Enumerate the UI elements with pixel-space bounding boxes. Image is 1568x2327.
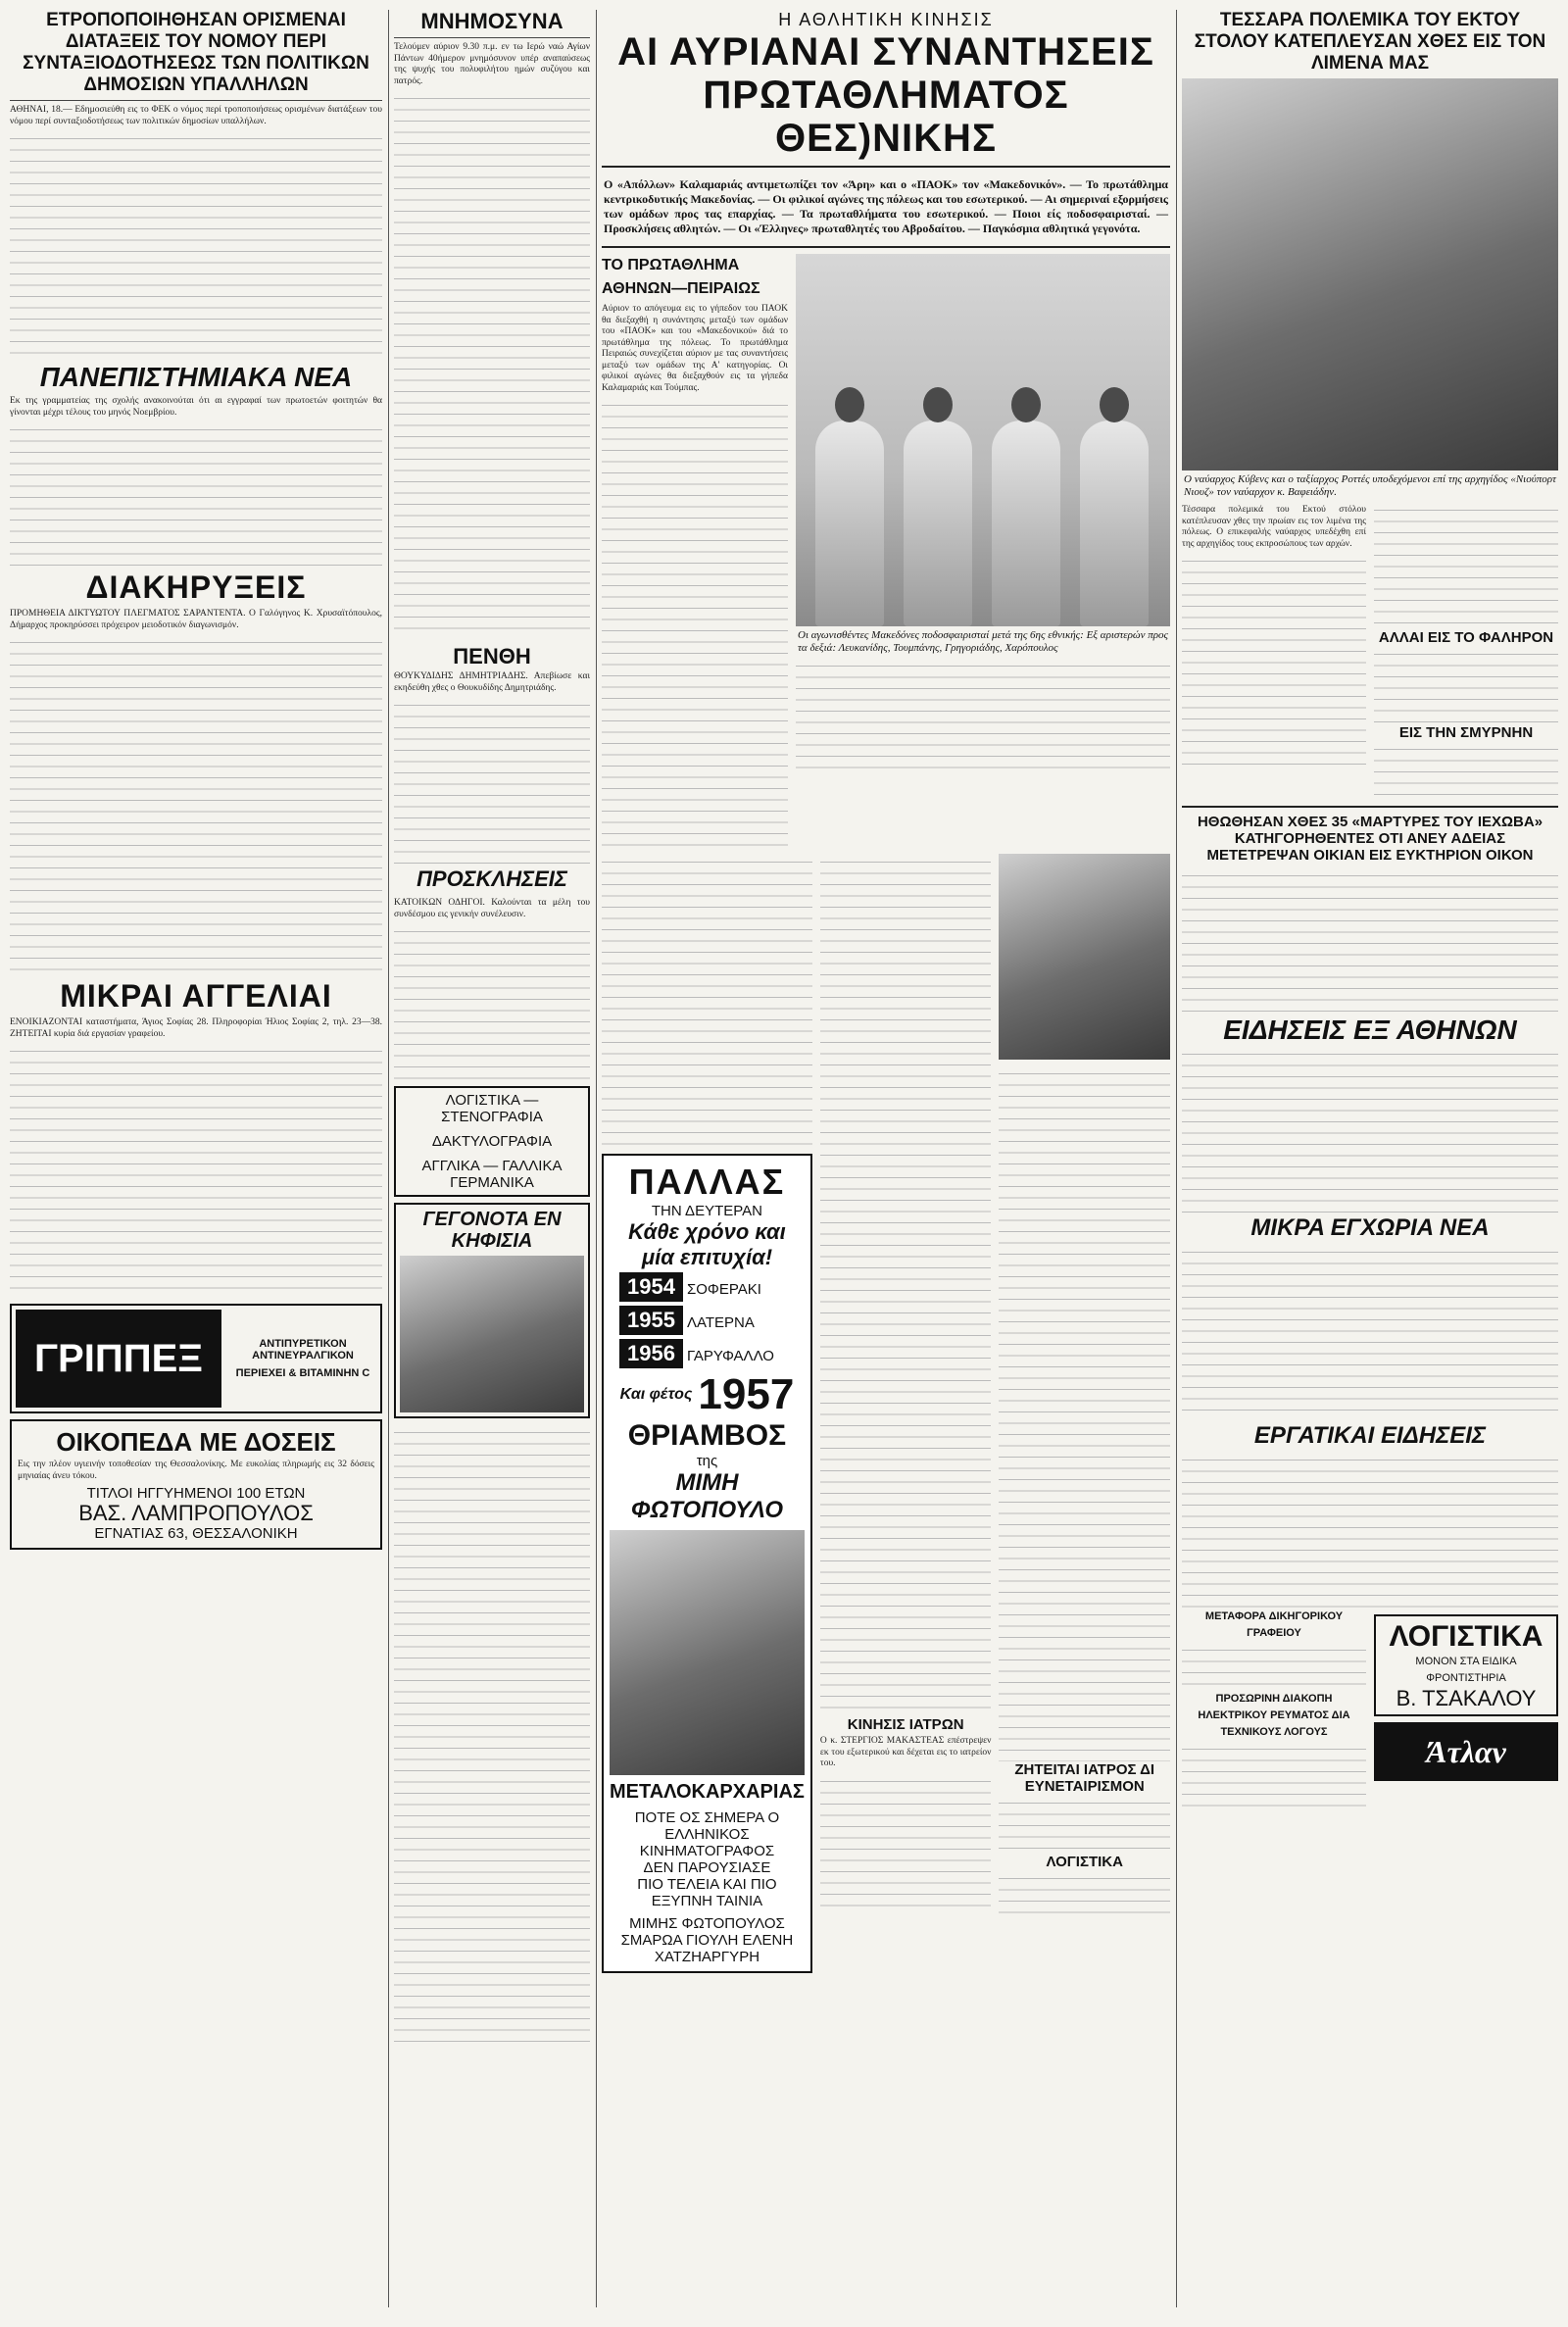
sports-upper bbox=[602, 254, 1170, 848]
ad-pallas-triumph: ΘΡΙΑΜΒΟΣ bbox=[627, 1419, 787, 1452]
fleet-text-col bbox=[1374, 502, 1558, 800]
kifisia-headline: ΓΕΓΟΝΟΤΑ ΕΝ ΚΗΦΙΣΙΑ bbox=[422, 1209, 562, 1252]
fleet-body-text bbox=[1182, 553, 1366, 768]
memorial-text: Τελούμεν αύριον 9.30 π.μ. εν τω Ιερώ ναώ Αγίων Πάντων 40ήμερον μνημόσυνον υπέρ αναπαύσεως της ψυχής του πολυφιλήτου ημών συζύγου και πατρός. bbox=[394, 42, 590, 86]
sports-lower-text bbox=[602, 854, 812, 1148]
section-seeking-doctor: ΖΗΤΕΙΤΑΙ ΙΑΤΡΟΣ ΔΙ ΕΥΝΕΤΑΙΡΙΣΜΟΝ bbox=[1014, 1761, 1155, 1795]
law-office-text bbox=[1182, 1642, 1366, 1691]
right-bottom bbox=[1182, 1609, 1558, 1809]
falirou-text bbox=[1374, 646, 1558, 724]
local-news-text bbox=[1182, 1244, 1558, 1420]
ad-lessons-accounting: ΛΟΓΙΣΤΙΚΑ — ΣΤΕΝΟΓΡΑΦΙΑ bbox=[441, 1092, 543, 1125]
player-figure bbox=[904, 421, 972, 626]
jehovah-text bbox=[1182, 867, 1558, 1015]
seeking-doctor-text bbox=[999, 1795, 1170, 1854]
section-smyrni: ΕΙΣ ΤΗΝ ΣΜΥΡΝΗΝ bbox=[1398, 724, 1534, 741]
section-falirou: ΑΛΛΑΙ ΕΙΣ ΤΟ ΦΑΛΗΡΟΝ bbox=[1378, 629, 1554, 646]
invitations-body-text bbox=[394, 923, 590, 1080]
ad-pallas-year: 1954 bbox=[619, 1272, 683, 1302]
ad-lessons bbox=[394, 1086, 590, 1197]
smyrni-text bbox=[1374, 741, 1558, 800]
footballers-photo bbox=[796, 254, 1170, 626]
ad-pallas-cast: ΜΙΜΗΣ ΦΩΤΟΠΟΥΛΟΣ ΣΜΑΡΩΑ ΓΙΟΥΛΗ ΕΛΕΝΗ ΧΑΤΖΗΑΡΓΥΡΗ bbox=[620, 1915, 794, 1965]
sports-text: Αύριον το απόγευμα εις το γήπεδον του ΠΑΟΚ θα διεξαχθή η συνάντησις μεταξύ των ομάδων του «ΠΑΟΚ» και του «Μακεδονικού» διά το πρωτάθλημα της πόλεως. Το πρωτάθλημα Πειραιώς συνεχίζεται αύριον με τας συναντήσεις μεταξύ των ομάδων της Α' κατηγορίας. Οι φιλικοί αγώνες θα διεξαχθούν εις τα γήπεδα Καλαμαριάς και Τούμπας. bbox=[602, 304, 788, 393]
fleet-body-text bbox=[1374, 502, 1558, 629]
section-law-office: ΜΕΤΑΦΟΡΑ ΔΙΚΗΓΟΡΙΚΟΥ ΓΡΑΦΕΙΟΥ bbox=[1204, 1610, 1344, 1639]
sports-left-col bbox=[602, 254, 788, 848]
sports-lower-text bbox=[820, 854, 992, 1716]
player-figure bbox=[1080, 421, 1149, 626]
ad-pallas-year-row bbox=[619, 1304, 805, 1337]
university-body-text bbox=[10, 421, 382, 569]
deaths-body-text bbox=[394, 697, 590, 864]
section-athens-news: ΕΙΔΗΣΕΙΣ ΕΞ ΑΘΗΝΩΝ bbox=[1223, 1015, 1517, 1045]
ad-pallas-film-title: ΜΕΤΑΛΟΚΑΡΧΑΡΙΑΣ bbox=[610, 1781, 805, 1803]
sports-lower-middle bbox=[820, 854, 992, 1979]
ad-plots-address: ΕΓΝΑΤΙΑΣ 63, ΘΕΣΣΑΛΟΝΙΚΗ bbox=[94, 1525, 298, 1542]
admirals-photo bbox=[1182, 78, 1558, 470]
divider bbox=[10, 100, 382, 101]
ad-pallas-day: ΤΗΝ ΔΕΥΤΕΡΑΝ bbox=[651, 1203, 762, 1219]
section-memorials: ΜΝΗΜΟΣΥΝΑ bbox=[420, 10, 564, 33]
ad-logistika bbox=[1374, 1614, 1558, 1716]
ad-plots-titles: ΤΙΤΛΟΙ ΗΓΓΥΗΜΕΝΟΙ 100 ΕΤΩΝ bbox=[86, 1485, 306, 1502]
kifisia-body-text bbox=[394, 1424, 590, 2052]
classifieds-body-text bbox=[10, 1043, 382, 1298]
ad-plots-title: ΟΙΚΟΠΕΔΑ ΜΕ ΔΟΣΕΙΣ bbox=[56, 1427, 336, 1457]
section-accounting: ΛΟΓΙΣΤΙΚΑ bbox=[1046, 1854, 1123, 1870]
kifisia-photo bbox=[400, 1256, 584, 1412]
ad-pallas-current-year: 1957 bbox=[698, 1370, 795, 1418]
ad-pallas bbox=[602, 1154, 812, 1973]
ad-pallas-photo bbox=[610, 1530, 805, 1775]
divider bbox=[394, 37, 590, 38]
ad-logistika-name: Β. ΤΣΑΚΑΛΟΥ bbox=[1396, 1686, 1537, 1710]
ad-pallas-of: της bbox=[696, 1453, 718, 1469]
section-invitations: ΠΡΟΣΚΛΗΣΕΙΣ bbox=[416, 866, 567, 891]
article-body-text bbox=[10, 130, 382, 356]
divider bbox=[602, 246, 1170, 248]
declarations-body-text bbox=[10, 634, 382, 977]
column-rule bbox=[388, 10, 389, 2307]
headline-jehovah: ΗΘΩΘΗΣΑΝ ΧΘΕΣ 35 «ΜΑΡΤΥΡΕΣ ΤΟΥ ΙΕΧΩΒΑ» ΚΑΤΗΓΟΡΗΘΕΝΤΕΣ ΟΤΙ ΑΝΕΥ ΑΔΕΙΑΣ ΜΕΤΕΤΡΕΨΑΝ ΟΙΚΙΑΝ ΕΙΣ ΕΥΚΤΗΡΙΟΝ ΟΙΚΟΝ bbox=[1197, 814, 1544, 864]
ad-atlas: Άτλαν bbox=[1374, 1722, 1558, 1781]
fleet-text-col bbox=[1182, 502, 1366, 800]
runner-photo bbox=[999, 854, 1170, 1060]
footballers-photo-caption: Οι αγωνισθέντες Μακεδόνες ποδοσφαιρισταί μετά της 6ης εθνικής: Εξ αριστερών προς τα δεξιά: Λευκανίδης, Τουμπάνης, Γρηγοριάδης, Χαρόπουλος bbox=[798, 629, 1168, 654]
sports-photo-block bbox=[796, 254, 1170, 848]
ad-pallas-current-prefix: Και φέτος bbox=[619, 1386, 693, 1403]
ad-logistika-title: ΛΟΓΙΣΤΙΚΑ bbox=[1389, 1620, 1544, 1653]
ad-lessons-languages: ΑΓΓΛΙΚΑ — ΓΑΛΛΙΚΑ ΓΕΡΜΑΝΙΚΑ bbox=[421, 1158, 563, 1191]
ad-pallas-year: 1956 bbox=[619, 1339, 683, 1368]
sports-lower bbox=[602, 854, 1170, 1979]
fleet-text bbox=[1182, 502, 1558, 800]
section-classifieds: ΜΙΚΡΑΙ ΑΓΓΕΛΙΑΙ bbox=[60, 978, 332, 1014]
ad-grippex-note: ΠΕΡΙΕΧΕΙ & ΒΙΤΑΜΙΝΗΝ C bbox=[235, 1367, 370, 1379]
divider bbox=[602, 166, 1170, 168]
ad-pallas-year-row bbox=[619, 1270, 805, 1304]
ad-pallas-year-row bbox=[619, 1337, 805, 1370]
ad-pallas-title: ΠΑΛΛΑΣ bbox=[628, 1162, 786, 1202]
section-doctors: ΚΙΝΗΣΙΣ ΙΑΤΡΩΝ bbox=[847, 1716, 964, 1733]
divider bbox=[1182, 806, 1558, 808]
ad-plots-text: Εις την πλέον υγιεινήν τοποθεσίαν της Θεσσαλονίκης. Με ευκολίας πληρωμής εις 32 δόσεις μηνιαίας άνευ τόκου. bbox=[18, 1460, 374, 1481]
sports-lower-left bbox=[602, 854, 812, 1979]
ad-grippex bbox=[10, 1304, 382, 1413]
sports-body-text bbox=[602, 397, 788, 848]
ad-plots bbox=[10, 1419, 382, 1550]
memorial-body-text bbox=[394, 90, 590, 639]
ad-pallas-current bbox=[610, 1370, 805, 1419]
column-rule bbox=[1176, 10, 1177, 2307]
player-figure bbox=[992, 421, 1060, 626]
section-power-outage: ΠΡΟΣΩΡΙΝΗ ΔΙΑΚΟΠΗ ΗΛΕΚΤΡΙΚΟΥ ΡΕΥΜΑΤΟΣ ΔΙΑ ΤΕΧΝΙΚΟΥΣ ΛΟΓΟΥΣ bbox=[1198, 1693, 1350, 1738]
ad-lessons-typing: ΔΑΚΤΥΛΟΓΡΑΦΙΑ bbox=[431, 1133, 553, 1150]
section-university-news: ΠΑΝΕΠΙΣΤΗΜΙΑΚΑ ΝΕΑ bbox=[39, 362, 353, 392]
ad-pallas-year: 1955 bbox=[619, 1306, 683, 1335]
headline-sixth-fleet: ΤΕΣΣΑΡΑ ΠΟΛΕΜΙΚΑ ΤΟΥ ΕΚΤΟΥ ΣΤΟΛΟΥ ΚΑΤΕΠΛΕΥΣΑΝ ΧΘΕΣ ΕΙΣ ΤΟΝ ΛΙΜΕΝΑ ΜΑΣ bbox=[1194, 10, 1546, 74]
section-deaths: ΠΕΝΘΗ bbox=[453, 644, 531, 668]
labor-news-text bbox=[1182, 1452, 1558, 1609]
sports-lead: Ο «Απόλλων» Καλαμαριάς αντιμετωπίζει τον «Άρη» και ο «ΠΑΟΚ» τον «Μακεδονικόν». — Το πρωτάθλημα κεντρικοδυτικής Μακεδονίας. — Οι φιλικοί αγώνες της πόλεως και του εσωτερικού. — Αι σημεριναί εξορμήσεις των ομάδων προς τας επαρχίας. — Τα πρωταθλήματα του εσωτερικού. — Ποιοι είς ποδοσφαιρισταί. — Προσκλήσεις αθλητών. — Οι «Έλληνες» πρωταθλητές του Αβροδαίτου. — Παγκόσμια αθλητικά γεγονότα. bbox=[604, 177, 1168, 235]
article-kifisia bbox=[394, 1203, 590, 1418]
sports-headline: ΑΙ ΑΥΡΙΑΝΑΙ ΣΥΝΑΝΤΗΣΕΙΣ ΠΡΩΤΑΘΛΗΜΑΤΟΣ ΘΕΣ)ΝΙΚΗΣ bbox=[617, 30, 1154, 160]
ad-pallas-film: ΣΟΦΕΡΑΚΙ bbox=[686, 1281, 761, 1298]
invitations-text: ΚΑΤΟΙΚΩΝ ΟΔΗΓΟΙ. Καλούνται τα μέλη του συνδέσμου εις γενικήν συνέλευσιν. bbox=[394, 898, 590, 919]
declarations-text: ΠΡΟΜΗΘΕΙΑ ΔΙΚΤΥΩΤΟΥ ΠΛΕΓΜΑΤΟΣ ΣΑΡΑΝΤΕΝΤΑ. Ο Γαλόγηνος Κ. Χρυσαϊτόπουλος, Δήμαρχος προκηρύσσει πρόχειρον μειοδοτικόν διαγωνισμόν. bbox=[10, 609, 382, 630]
ad-pallas-star: ΜΙΜΗ ΦΩΤΟΠΟΥΛΟ bbox=[630, 1469, 784, 1523]
ad-grippex-sub: ΑΝΤΙΠΥΡΕΤΙΚΟΝ ΑΝΤΙΝΕΥΡΑΛΓΙΚΟΝ bbox=[252, 1338, 354, 1362]
article-lead: ΑΘΗΝΑΙ, 18.— Εδημοσιεύθη εις το ΦΕΚ ο νόμος περί τροποποιήσεως ορισμένων διατάξεων του νόμου περί συνταξιοδοτήσεως των πολιτικών δημοσίων υπαλλήλων. bbox=[10, 105, 382, 126]
athens-news-text bbox=[1182, 1046, 1558, 1213]
column-right bbox=[1182, 10, 1558, 2307]
university-text: Εκ της γραμματείας της σχολής ανακοινούται ότι αι εγγραφαί των πρωτοετών φοιτητών θα γίνονται μέχρι τέλους του μηνός Νοεμβρίου. bbox=[10, 396, 382, 418]
column-rule bbox=[596, 10, 597, 2307]
section-declarations: ΔΙΑΚΗΡΥΞΕΙΣ bbox=[85, 569, 307, 605]
ad-pallas-film: ΓΑΡΥΦΑΛΛΟ bbox=[686, 1348, 774, 1364]
column-sports bbox=[602, 10, 1170, 2307]
doctors-body-text bbox=[820, 1773, 992, 1910]
sports-lower-text bbox=[999, 1065, 1170, 1761]
deaths-text: ΘΟΥΚΥΔΙΔΗΣ ΔΗΜΗΤΡΙΑΔΗΣ. Απεβίωσε και εκηδεύθη χθες ο Θουκυδίδης Δημητριάδης. bbox=[394, 671, 590, 693]
ad-grippex-logo: ΓΡΙΠΠΕΞ bbox=[16, 1310, 221, 1408]
headline-civil-servants: ΕΤΡΟΠΟΠΟΙΗΘΗΣΑΝ ΟΡΙΣΜΕΝΑΙ ΔΙΑΤΑΞΕΙΣ ΤΟΥ ΝΟΜΟΥ ΠΕΡΙ ΣΥΝΤΑΞΙΟΔΟΤΗΣΕΩΣ ΤΩΝ ΠΟΛΙΤΙΚΩΝ ΔΗΜΟΣΙΩΝ ΥΠΑΛΛΗΛΩΝ bbox=[23, 10, 369, 95]
admirals-photo-caption: Ο ναύαρχος Κύβενς και ο ταξίαρχος Ροττές υποδεχόμενοι επί της αρχηγίδος «Νιούπορτ Νιουζ» τον ναύαρχον κ. Βαφειάδην. bbox=[1184, 473, 1556, 498]
section-labor-news: ΕΡΓΑΤΙΚΑΙ ΕΙΔΗΣΕΙΣ bbox=[1253, 1422, 1487, 1449]
ad-pallas-tagline: Κάθε χρόνο και μία επιτυχία! bbox=[628, 1219, 786, 1269]
ad-pallas-years bbox=[610, 1270, 805, 1370]
player-figure bbox=[815, 421, 884, 626]
fleet-lead-text: Τέσσαρα πολεμικά του Εκτού στόλου κατέπλευσαν χθες την πρωίαν εις τον λιμένα της πόλεως. Ο επικεφαλής ναύαρχος υπεδέχθη επί της αρχηγίδος τους εκπροσώπους των αρχών. bbox=[1182, 505, 1366, 549]
ad-plots-name: ΒΑΣ. ΛΑΜΠΡΟΠΟΥΛΟΣ bbox=[78, 1501, 314, 1525]
sports-photo-text bbox=[796, 658, 1170, 775]
sports-kicker: Η ΑΘΛΗΤΙΚΗ ΚΙΝΗΣΙΣ bbox=[778, 10, 994, 29]
right-bottom-right bbox=[1374, 1609, 1558, 1809]
power-outage-text bbox=[1182, 1741, 1366, 1809]
right-bottom-left bbox=[1182, 1609, 1366, 1809]
ad-logistika-sub: ΜΟΝΟΝ ΣΤΑ ΕΙΔΙΚΑ ΦΡΟΝΤΙΣΤΗΡΙΑ bbox=[1415, 1656, 1517, 1684]
ad-grippex-copy bbox=[229, 1338, 376, 1379]
section-local-news: ΜΙΚΡΑ ΕΓΧΩΡΙΑ ΝΕΑ bbox=[1250, 1214, 1490, 1241]
ad-pallas-film: ΛΑΤΕΡΝΑ bbox=[686, 1314, 755, 1331]
doctors-text: Ο κ. ΣΤΕΡΓΙΟΣ ΜΑΚΑΣΤΕΑΣ επέστρεψεν εκ του εξωτερικού και δέχεται εις το ιατρείον του. bbox=[819, 1736, 992, 1768]
column-left bbox=[10, 10, 382, 2307]
accounting-text bbox=[999, 1870, 1170, 1919]
newspaper-page bbox=[10, 10, 1558, 2307]
classifieds-text: ΕΝΟΙΚΙΑΖΟΝΤΑΙ καταστήματα, Άγιος Σοφίας 28. Πληροφορίαι Ήλιος Σοφίας 2, τηλ. 23—38. ΖΗΤΕΙΤΑΙ κυρία διά εργασίαν γραφείου. bbox=[10, 1017, 382, 1039]
sports-subhead: ΤΟ ΠΡΩΤΑΘΛΗΜΑ ΑΘΗΝΩΝ—ΠΕΙΡΑΙΩΣ bbox=[602, 257, 760, 297]
ad-pallas-claim: ΠΟΤΕ ΟΣ ΣΗΜΕΡΑ Ο ΕΛΛΗΝΙΚΟΣ ΚΙΝΗΜΑΤΟΓΡΑΦΟΣ ΔΕΝ ΠΑΡΟΥΣΙΑΣΕ ΠΙΟ ΤΕΛΕΙΑ ΚΑΙ ΠΙΟ ΕΞΥΠΝΗ ΤΑΙΝΙΑ bbox=[634, 1809, 780, 1909]
sports-lower-right bbox=[999, 854, 1170, 1979]
column-obituaries bbox=[394, 10, 590, 2307]
